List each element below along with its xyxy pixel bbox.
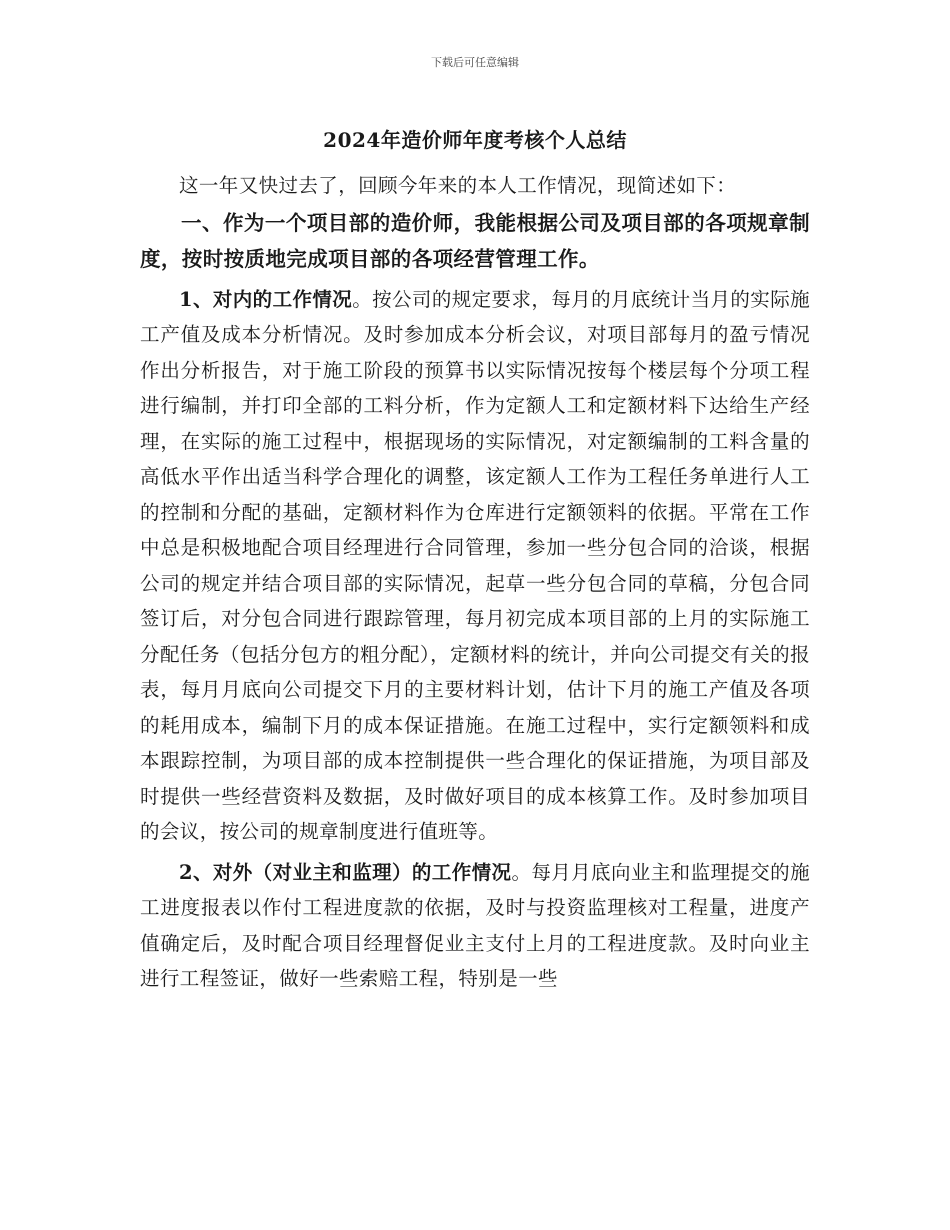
item-lead-internal: 1、对内的工作情况 — [179, 287, 353, 311]
header-note: 下载后可任意编辑 — [431, 56, 519, 69]
item-lead-external: 2、对外（对业主和监理）的工作情况 — [179, 860, 512, 884]
item-paragraph-internal — [140, 282, 810, 850]
intro-paragraph: 这一年又快过去了，回顾今年来的本人工作情况，现简述如下： — [179, 174, 737, 197]
section-heading: 一、作为一个项目部的造价师，我能根据公司及项目部的各项规章制度，按时按质地完成项目部的各项经营管理工作。 — [140, 210, 810, 271]
document-title: 2024年造价师年度考核个人总结 — [323, 128, 627, 152]
item-text-internal: 。按公司的规定要求，每月的月底统计当月的实际施工产值及成本分析情况。及时参加成本分析会议，对项目部每月的盈亏情况作出分析报告，对于施工阶段的预算书以实际情况按每个楼层每个分项工程进行编制，并打印全部的工料分析，作为定额人工和定额材料下达给生产经理，在实际的施工过程中，根据现场的实际情况，对定额编制的工料含量的高低水平作出适当科学合理化的调整，该定额人工作为工程任务单进行人工的控制和分配的基础，定额材料作为仓库进行定额领料的依据。平常在工作中总是积极地配合项目经理进行合同管理，参加一些分包合同的洽谈，根据公司的规定并结合项目部的实际情况，起草一些分包合同的草稿，分包合同签订后，对分包合同进行跟踪管理，每月初完成本项目部的上月的实际施工分配任务（包括分包方的粗分配），定额材料的统计，并向公司提交有关的报表，每月月底向公司提交下月的主要材料计划，估计下月的施工产值及各项的耗用成本，编制下月的成本保证措施。在施工过程中，实行定额领料和成本跟踪控制，为项目部的成本控制提供一些合理化的保证措施，为项目部及时提供一些经营资料及数据，及时做好项目的成本核算工作。及时参加项目的会议，按公司的规章制度进行值班等。 — [140, 287, 811, 843]
item-text-external: 。每月月底向业主和监理提交的施工进度报表以作付工程进度款的依据，及时与投资监理核对工程量，进度产值确定后，及时配合项目经理督促业主支付上月的工程进度款。及时向业主进行工程签证，做好一些索赔工程，特别是一些 — [140, 860, 810, 990]
item-paragraph-external — [140, 855, 810, 997]
document-body — [140, 168, 810, 997]
